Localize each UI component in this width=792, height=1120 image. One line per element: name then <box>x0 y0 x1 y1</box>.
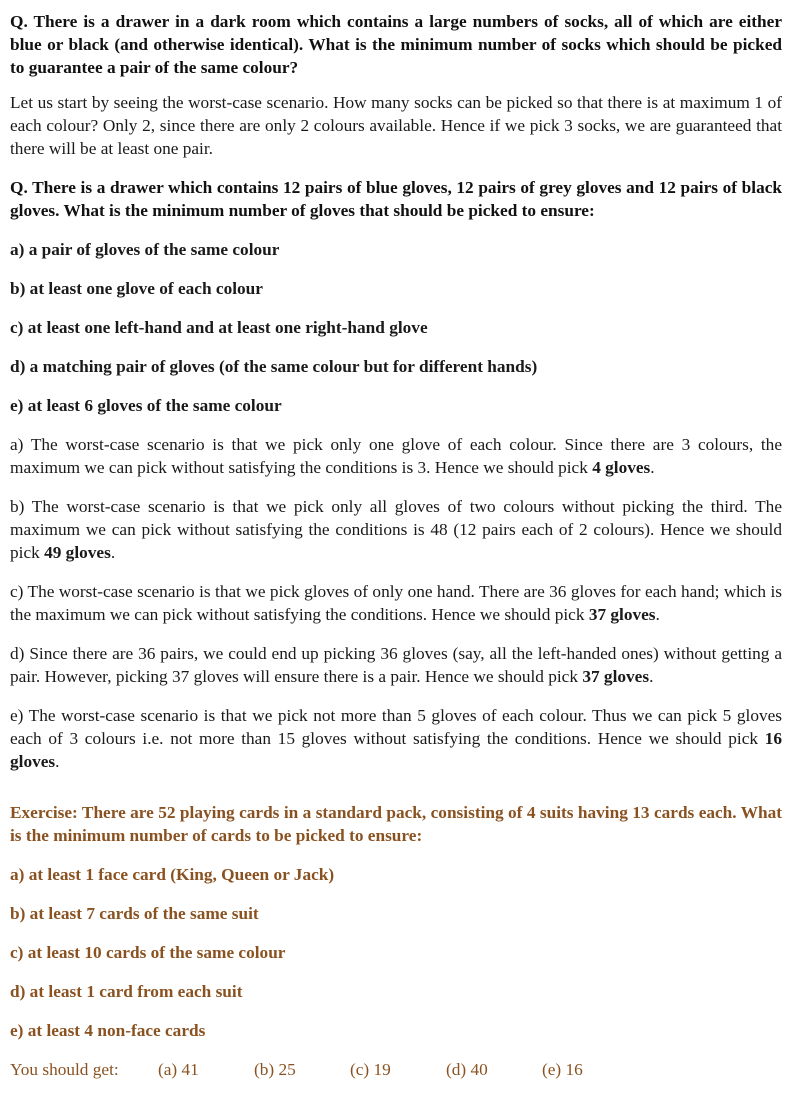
answer-highlight: 37 gloves <box>582 667 650 686</box>
answer-highlight: 37 gloves <box>588 605 656 624</box>
answer-highlight: 49 gloves <box>44 543 111 562</box>
socks-question: Q. There is a drawer in a dark room which contains a large numbers of socks, all of which are either blue or black (and otherwise identical). What is the minimum number of socks which should be picked to guarantee a pair of the same colour? <box>10 12 782 77</box>
gloves-answer-e <box>10 704 782 773</box>
exercise-option-e: e) at least 4 non-face cards <box>10 1021 206 1040</box>
gloves-answer-d <box>10 642 782 688</box>
exercise-answers <box>10 1058 782 1081</box>
answer-text: a) The worst-case scenario is that we pick only one glove of each colour. Since there are 3 colours, the maximum we can pick without satisfying the conditions is 3. Hence we should pick <box>10 435 782 477</box>
gloves-option-c: c) at least one left-hand and at least one right-hand glove <box>10 318 428 337</box>
gloves-answer-b <box>10 495 782 564</box>
gloves-option-e: e) at least 6 gloves of the same colour <box>10 396 282 415</box>
answer-highlight: 4 gloves <box>592 458 651 477</box>
gloves-option-a: a) a pair of gloves of the same colour <box>10 240 280 259</box>
exercise-option-c: c) at least 10 cards of the same colour <box>10 943 286 962</box>
document-page <box>10 10 782 1081</box>
gloves-option-b: b) at least one glove of each colour <box>10 279 263 298</box>
exercise-option-b: b) at least 7 cards of the same suit <box>10 904 259 923</box>
exercise-answer-d: (d) 40 <box>446 1060 488 1079</box>
gloves-answer-a <box>10 433 782 479</box>
answer-text: b) The worst-case scenario is that we pick only all gloves of two colours without picking the third. The maximum we can pick without satisfying the conditions is 48 (12 pairs each of 2 colours). Hence we should pick <box>10 497 782 562</box>
answer-text: c) The worst-case scenario is that we pick gloves of only one hand. There are 36 gloves for each hand; which is the maximum we can pick without satisfying the conditions. Hence we should pick <box>10 582 782 624</box>
gloves-question: Q. There is a drawer which contains 12 pairs of blue gloves, 12 pairs of grey gloves and 12 pairs of black gloves. What is the minimum number of gloves that should be picked to ensure: <box>10 178 782 220</box>
answer-highlight: 16 gloves <box>10 729 782 771</box>
socks-answer: Let us start by seeing the worst-case scenario. How many socks can be picked so that there is at maximum 1 of each colour? Only 2, since there are only 2 colours available. Hence if we pick 3 socks, we are guaranteed that there will be at least one pair. <box>10 93 782 158</box>
exercise-answer-a: (a) 41 <box>158 1060 199 1079</box>
exercise-option-d: d) at least 1 card from each suit <box>10 982 243 1001</box>
exercise-answer-e: (e) 16 <box>542 1060 583 1079</box>
exercise-section <box>10 801 782 1081</box>
gloves-option-d: d) a matching pair of gloves (of the same colour but for different hands) <box>10 357 538 376</box>
exercise-option-a: a) at least 1 face card (King, Queen or Jack) <box>10 865 335 884</box>
exercise-answer-b: (b) 25 <box>254 1060 296 1079</box>
answer-end: . <box>650 458 655 477</box>
answer-end: . <box>655 605 660 624</box>
gloves-answer-c <box>10 580 782 626</box>
exercise-answer-c: (c) 19 <box>350 1060 391 1079</box>
answer-end: . <box>649 667 654 686</box>
answer-end: . <box>55 752 60 771</box>
answers-label: You should get: <box>10 1060 119 1079</box>
answer-end: . <box>110 543 116 562</box>
exercise-question: Exercise: There are 52 playing cards in a standard pack, consisting of 4 suits having 13 cards each. What is the minimum number of cards to be picked to ensure: <box>10 803 782 845</box>
answer-text: d) Since there are 36 pairs, we could end up picking 36 gloves (say, all the left-handed ones) without getting a pair. However, picking 37 gloves will ensure there is a pair. Hence we should pick <box>10 644 782 686</box>
answer-text: e) The worst-case scenario is that we pick not more than 5 gloves of each colour. Thus we can pick 5 gloves each of 3 colours i.e. not more than 15 gloves without satisfying the conditions. Hence we should pick <box>10 706 782 748</box>
